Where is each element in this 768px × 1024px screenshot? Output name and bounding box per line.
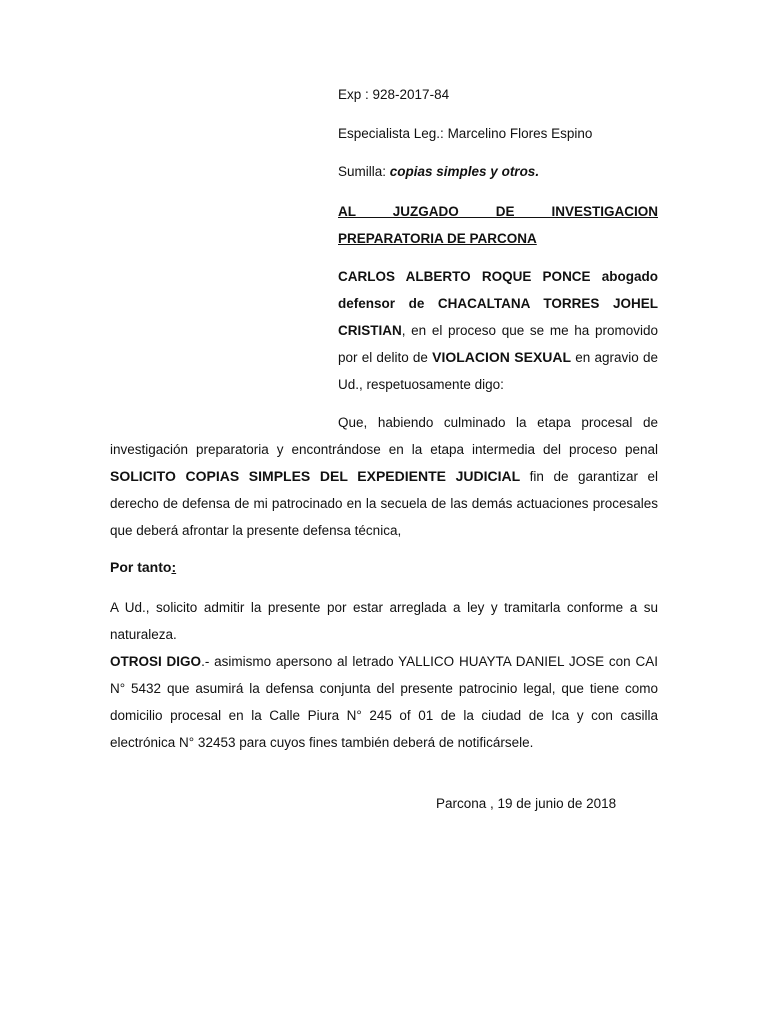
sumilla-value: copias simples y otros. xyxy=(386,164,540,179)
especialista-label: Especialista Leg.: xyxy=(338,126,444,141)
expediente-number: 928-2017-84 xyxy=(368,87,450,102)
sumilla-label: Sumilla: xyxy=(338,164,387,179)
addressee-heading: AL JUZGADO DE INVESTIGACION PREPARATORIA DE PARCONA xyxy=(338,204,658,246)
especialista-name: Marcelino Flores Espino xyxy=(443,126,593,141)
expediente-line xyxy=(338,87,658,102)
request-paragraph xyxy=(110,409,658,544)
lawyer-and-client-names: CARLOS ALBERTO ROQUE PONCE abogado defensor de CHACALTANA TORRES JOHEL CRISTIAN xyxy=(338,269,658,338)
por-tanto-label: Por tanto xyxy=(110,559,172,575)
request-bold-text: SOLICITO COPIAS SIMPLES DEL EXPEDIENTE JUDICIAL xyxy=(110,468,521,484)
request-text-end: fin de garantizar el derecho de defensa de mi patrocinado en la secuela de las demás actuaciones procesales que deberá afrontar la presente defensa técnica, xyxy=(110,469,658,538)
petition-paragraph: A Ud., solicito admitir la presente por estar arreglada a ley y tramitarla conforme a su naturaleza. xyxy=(110,600,658,642)
otrosi-label: OTROSI DIGO xyxy=(110,654,202,669)
intro-text-end: en agravio de Ud., respetuosamente digo: xyxy=(338,350,658,392)
otrosi-text: .- asimismo apersono al letrado YALLICO HUAYTA DANIEL JOSE con CAI N° 5432 que asumirá la defensa conjunta del presente patrocinio legal, que tiene como domicilio procesal en la Calle Piura N° 245 of 01 de la ciudad de Ica y con casilla electrónica N° 32453 para cuyos fines también deberá de notificársele. xyxy=(110,654,658,750)
por-tanto-heading xyxy=(110,559,658,575)
request-text: Que, habiendo culminado la etapa procesal de investigación preparatoria y encontrándose en la etapa intermedia del proceso penal xyxy=(110,415,658,457)
por-tanto-colon: : xyxy=(171,559,177,575)
crime-name: VIOLACION SEXUAL xyxy=(432,349,572,365)
intro-paragraph xyxy=(338,263,658,398)
especialista-line xyxy=(338,126,658,141)
intro-text: , en el proceso que se me ha promovido por el delito de xyxy=(338,323,658,365)
place-and-date: Parcona , 19 de junio de 2018 xyxy=(436,796,617,811)
expediente-label: Exp : xyxy=(338,87,369,102)
otrosi-paragraph xyxy=(110,648,658,756)
sumilla-line xyxy=(338,164,658,179)
